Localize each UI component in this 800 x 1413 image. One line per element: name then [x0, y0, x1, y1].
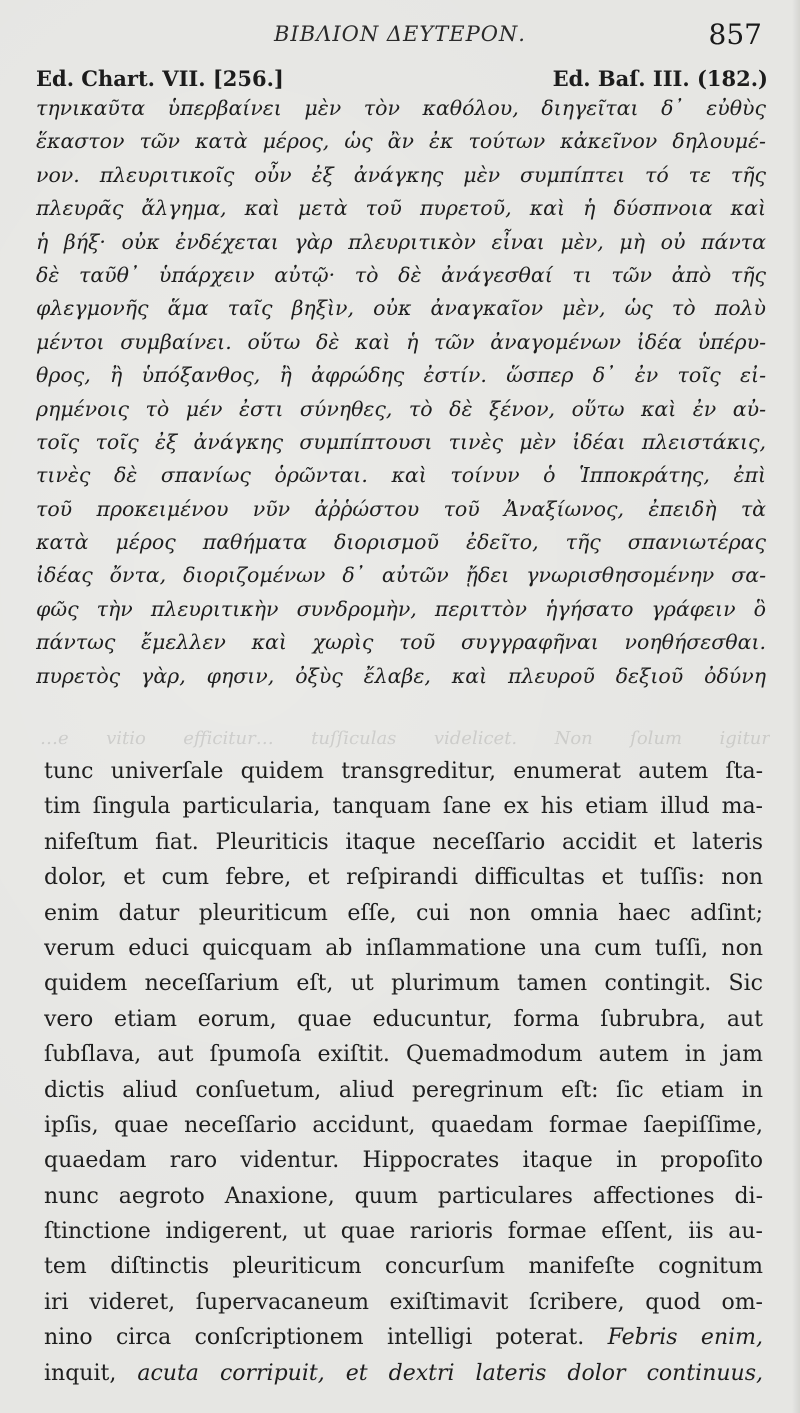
greek-line: πυρετὸς γὰρ, φησιν, ὀξὺς ἔλαβε, καὶ πλευροῦ δεξιοῦ ὀδύνη: [36, 663, 766, 688]
latin-line: dictis aliud conſuetum, aliud peregrinum eſt: ſic etiam in: [44, 1077, 763, 1103]
greek-line: θρος, ἢ ὑπόξανθος, ἢ ἀφρώδης ἐστίν. ὥσπερ δ᾽ ἐν τοῖς εἰ-: [36, 363, 766, 388]
greek-line: ἰδέας ὄντα, διοριζομένων δ᾽ αὐτῶν ᾔδει γνωρισθησομένην σα-: [36, 563, 766, 588]
greek-line: τηνικαῦτα ὑπερβαίνει μὲν τὸν καθόλου, διηγεῖται δ᾽ εὐθὺς: [36, 96, 766, 120]
greek-line: τοῖς τοῖς ἐξ ἀνάγκης συμπίπτουσι τινὲς μὲν ἰδέαι πλειστάκις,: [36, 429, 766, 454]
greek-line: κατὰ μέρος παθήματα διορισμοῦ ἐδεῖτο, τῆς σπανιωτέρας: [36, 530, 766, 555]
scan-edge-shadow: [792, 0, 800, 1413]
greek-line: πάντως ἔμελλεν καὶ χωρὶς τοῦ συγγραφῆναι νοηθήσεσθαι.: [36, 630, 766, 655]
greek-text: [36, 92, 766, 693]
running-head: [0, 18, 800, 52]
latin-line: nunc aegroto Anaxione, quum particulares affectiones di-: [44, 1183, 763, 1209]
latin-line: ſtinctione indigerent, ut quae rarioris formae eſſent, iis au-: [44, 1219, 763, 1245]
latin-line: vero etiam eorum, quae educuntur, forma ſubrubra, aut: [44, 1006, 763, 1032]
greek-line: δὲ ταῦθ᾽ ὑπάρχειν αὐτῷ· τὸ δὲ ἀνάγεσθαί τι τῶν ἀπὸ τῆς: [36, 262, 766, 287]
latin-line: quidem neceſſarium eſt, ut plurimum tamen contingit. Sic: [44, 971, 763, 997]
latin-line: verum educi quicquam ab inſlammatione una cum tuſſi, non: [44, 935, 763, 961]
latin-line: ſubſlava, aut ſpumoſa exiſtit. Quemadmodum autem in jam: [44, 1042, 763, 1068]
latin-line-text: inquit,: [44, 1360, 117, 1386]
latin-line: iri videret, ſupervacaneum exiſtimavit ſcribere, quod om-: [44, 1289, 763, 1315]
bleed-through-line: …e vitio efficitur… tuſſiculas videlicet. Non ſolum igitur: [40, 728, 770, 749]
latin-line: tem diſtinctis pleuriticum concurſum manifeſte cognitum: [44, 1254, 763, 1280]
latin-line: [44, 1356, 763, 1391]
latin-line: quaedam raro videntur. Hippocrates itaque in propoſito: [44, 1148, 763, 1174]
hippocrates-quotation: acuta corripuit, et dextri lateris dolor continuus,: [137, 1360, 763, 1386]
greek-line: μέντοι συμβαίνει. οὕτω δὲ καὶ ἡ τῶν ἀναγομένων ἰδέα ὑπέρυ-: [36, 329, 766, 354]
edition-basel: Ed. Baſ. III. (182.): [552, 66, 768, 91]
greek-line: φλεγμονῆς ἅμα ταῖς βηξὶν, οὐκ ἀναγκαῖον μὲν, ὡς τὸ πολὺ: [36, 296, 766, 321]
hippocrates-quotation: Febris enim,: [607, 1325, 763, 1351]
greek-line: ἡ βήξ· οὐκ ἐνδέχεται γὰρ πλευριτικὸν εἶναι μὲν, μὴ οὐ πάντα: [36, 229, 766, 254]
greek-line: ρημένοις τὸ μέν ἐστι σύνηθες, τὸ δὲ ξένον, οὕτω καὶ ἐν αὐ-: [36, 396, 766, 421]
edition-references: [36, 66, 768, 92]
page-number: 857: [708, 18, 762, 51]
greek-line: τινὲς δὲ σπανίως ὁρῶνται. καὶ τοίνυν ὁ Ἱπποκράτης, ἐπὶ: [36, 463, 766, 488]
latin-line: tunc univerſale quidem transgreditur, enumerat autem ſta-: [44, 759, 763, 784]
greek-line: νον. πλευριτικοῖς οὖν ἐξ ἀνάγκης μὲν συμπίπτει τό τε τῆς: [36, 162, 766, 187]
latin-line: enim datur pleuriticum eſſe, cui non omnia haec adſint;: [44, 900, 763, 926]
greek-line: πλευρᾶς ἄλγημα, καὶ μετὰ τοῦ πυρετοῦ, καὶ ἡ δύσπνοια καὶ: [36, 196, 766, 221]
edition-chartier: Ed. Chart. VII. [256.]: [36, 66, 284, 91]
latin-text: [44, 754, 763, 1391]
running-title: ΒΙΒΛΙΟΝ ΔΕΥΤΕΡΟΝ.: [274, 22, 526, 46]
greek-line: τοῦ προκειμένου νῦν ἀῤῥώστου τοῦ Ἀναξίωνος, ἐπειδὴ τὰ: [36, 496, 766, 521]
greek-line: ἕκαστον τῶν κατὰ μέρος, ὡς ἂν ἐκ τούτων κἀκεῖνον δηλουμέ-: [36, 129, 766, 154]
latin-line: nifeſtum fiat. Pleuriticis itaque neceſſario accidit et lateris: [44, 829, 763, 855]
latin-line-text: nino circa conſcriptionem intelligi poterat.: [44, 1325, 585, 1351]
latin-line: ipſis, quae neceſſario accidunt, quaedam formae ſaepiſſime,: [44, 1112, 763, 1138]
latin-line: [44, 1320, 763, 1355]
latin-line: dolor, et cum febre, et reſpirandi difficultas et tuſſis: non: [44, 865, 763, 891]
greek-line: φῶς τὴν πλευριτικὴν συνδρομὴν, περιττὸν ἡγήσατο γράφειν ὃ: [36, 596, 766, 621]
latin-line: tim ſingula particularia, tanquam ſane ex his etiam illud ma-: [44, 794, 763, 820]
